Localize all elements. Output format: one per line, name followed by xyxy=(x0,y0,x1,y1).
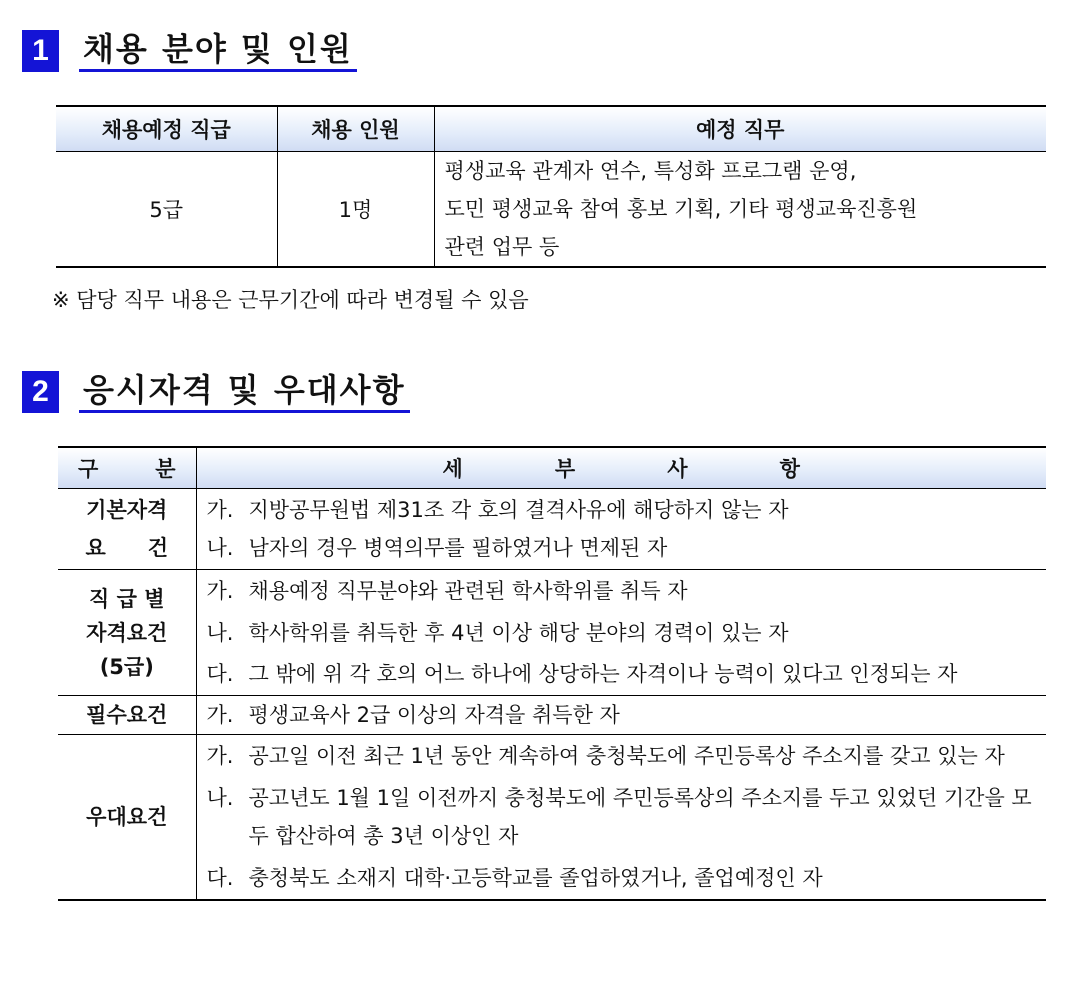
grade-qualification-label xyxy=(58,570,196,696)
header-category-char: 분 xyxy=(155,457,176,481)
item-text: 학사학위를 취득한 후 4년 이상 해당 분야의 경력이 있는 자 xyxy=(248,621,789,645)
label-line: 자격요건 xyxy=(86,620,168,645)
header-category-char: 구 xyxy=(78,457,99,481)
qualification-table xyxy=(58,446,1046,901)
header-detail-char: 세 xyxy=(442,457,463,481)
item-marker: 나. xyxy=(206,621,234,645)
count-cell: 1명 xyxy=(277,152,434,268)
item-marker: 나. xyxy=(206,786,234,810)
duty-cell xyxy=(434,152,1046,268)
section-1-title: 채용 분야 및 인원 xyxy=(79,32,357,72)
duty-line: 도민 평생교육 참여 홍보 기획, 기타 평생교육진흥원 xyxy=(444,197,918,221)
label-line: 기본자격 xyxy=(86,498,168,522)
item-marker: 다. xyxy=(206,662,234,686)
item-text: 남자의 경우 병역의무를 필하였거나 면제된 자 xyxy=(248,536,668,560)
item-marker: 나. xyxy=(206,536,234,560)
item-text: 지방공무원법 제31조 각 호의 결격사유에 해당하지 않는 자 xyxy=(248,498,789,522)
basic-qualification-row xyxy=(58,489,1046,570)
grade-qualification-row xyxy=(58,570,1046,696)
section-2-title: 응시자격 및 우대사항 xyxy=(79,373,410,413)
item-text: 채용예정 직무분야와 관련된 학사학위를 취득 자 xyxy=(248,579,688,603)
list-item xyxy=(207,529,1047,567)
recruitment-row xyxy=(56,152,1046,268)
duty-line: 평생교육 관계자 연수, 특성화 프로그램 운영, xyxy=(444,159,857,183)
preferred-qualification-label xyxy=(58,735,196,901)
list-item xyxy=(207,696,1047,734)
section-2-heading xyxy=(22,371,410,413)
header-count: 채용 인원 xyxy=(277,106,434,152)
required-qualification-items xyxy=(196,696,1046,735)
preferred-qualification-items xyxy=(196,735,1046,901)
qualification-table-header xyxy=(58,447,1046,489)
recruitment-table xyxy=(56,105,1046,268)
list-item xyxy=(207,656,1047,693)
item-text: 공고년도 1월 1일 이전까지 충청북도에 주민등록상의 주소지를 두고 있었던 기간을 모두 합산하여 총 3년 이상인 자 xyxy=(248,786,1032,848)
list-item xyxy=(207,779,1047,855)
required-qualification-label xyxy=(58,696,196,735)
list-item xyxy=(207,859,1047,897)
duty-line: 관련 업무 등 xyxy=(444,235,560,259)
item-marker: 가. xyxy=(206,498,234,522)
item-marker: 가. xyxy=(206,703,234,727)
header-category xyxy=(58,447,196,489)
item-marker: 가. xyxy=(206,744,234,768)
required-qualification-row xyxy=(58,696,1046,735)
item-text: 평생교육사 2급 이상의 자격을 취득한 자 xyxy=(248,703,620,727)
section-1-heading xyxy=(22,30,357,72)
label-line: 필수요건 xyxy=(86,703,168,727)
recruitment-table-header xyxy=(56,106,1046,152)
header-detail-char: 부 xyxy=(554,457,576,481)
label-line: 우대요건 xyxy=(86,805,168,829)
item-text: 공고일 이전 최근 1년 동안 계속하여 충청북도에 주민등록상 주소지를 갖고 있는 자 xyxy=(248,744,1005,768)
header-detail-char: 항 xyxy=(779,457,800,481)
list-item xyxy=(207,737,1047,775)
section-1-number: 1 xyxy=(22,30,59,72)
item-text: 그 밖에 위 각 호의 어느 하나에 상당하는 자격이나 능력이 있다고 인정되는 자 xyxy=(248,662,958,686)
grade-qualification-items xyxy=(196,570,1046,696)
header-detail-char: 사 xyxy=(667,457,688,481)
header-detail xyxy=(196,447,1046,489)
list-item xyxy=(207,614,1047,652)
label-line: 요 건 xyxy=(85,536,169,560)
grade-cell: 5급 xyxy=(149,198,184,222)
basic-qualification-items xyxy=(196,489,1046,570)
item-marker: 가. xyxy=(206,579,234,603)
item-text: 충청북도 소재지 대학·고등학교를 졸업하였거나, 졸업예정인 자 xyxy=(248,866,823,890)
preferred-qualification-row xyxy=(58,735,1046,901)
basic-qualification-label xyxy=(58,489,196,570)
item-marker: 다. xyxy=(206,866,234,890)
label-line: 직 급 별 xyxy=(89,586,165,611)
label-line: (5급) xyxy=(99,654,154,679)
list-item xyxy=(207,572,1047,610)
duty-change-note: ※ 담당 직무 내용은 근무기간에 따라 변경될 수 있음 xyxy=(52,288,529,312)
header-grade: 채용예정 직급 xyxy=(56,106,277,152)
section-2-number: 2 xyxy=(22,371,59,413)
header-duty: 예정 직무 xyxy=(434,106,1046,152)
list-item xyxy=(207,491,1047,529)
